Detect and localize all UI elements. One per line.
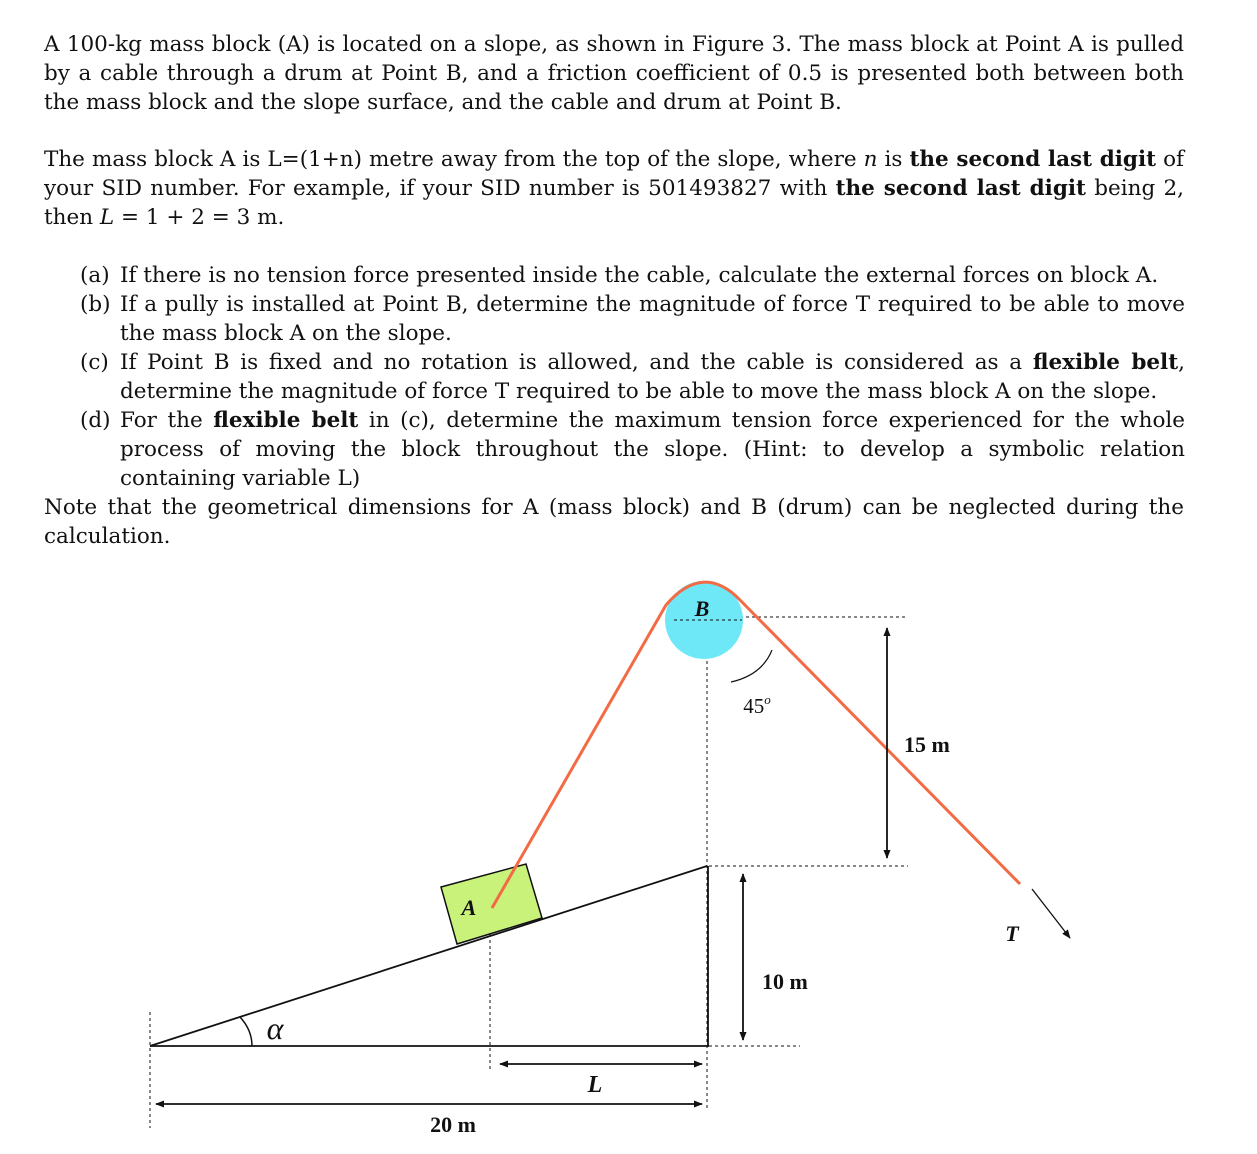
label-15m: 15 m: [904, 732, 950, 757]
question-text-before: If Point B is fixed and no rotation is allowed, and the cable is considered as a: [120, 350, 1033, 375]
label-b: B: [694, 596, 710, 621]
question-b: [80, 290, 1185, 348]
def-text-2: is: [877, 147, 910, 172]
question-text: If a pully is installed at Point B, determine the magnitude of force T required to be able to move the mass block A on the slope.: [120, 292, 1185, 346]
question-bold: flexible belt: [1032, 350, 1179, 375]
angle-45-arc: [731, 650, 772, 682]
label-10m: 10 m: [762, 969, 808, 994]
slope-hypotenuse: [150, 866, 707, 1046]
label-45-value: 45: [743, 694, 765, 718]
label-45-sup: o: [764, 692, 771, 707]
problem-definition: [44, 145, 1184, 232]
def-text-4: being 2, then: [44, 176, 1184, 230]
def-var-n: n: [863, 147, 878, 172]
def-text-3: of your SID number. For example, if your SID number is 501493827 with: [44, 147, 1184, 201]
tension-direction-arrow: [1032, 889, 1070, 938]
label-t: T: [1005, 921, 1019, 946]
problem-note: Note that the geometrical dimensions for A (mass block) and B (drum) can be neglected during the calculation.: [44, 495, 1184, 549]
def-var-L: L: [99, 205, 115, 230]
question-bold: flexible belt: [213, 408, 359, 433]
question-label: (b): [80, 292, 111, 317]
question-text-after: , determine the magnitude of force T required to be able to move the mass block A on the slope.: [120, 350, 1185, 404]
question-list: [80, 261, 1185, 493]
def-bold-1: the second last digit: [909, 147, 1157, 172]
label-alpha: α: [266, 1010, 284, 1046]
question-label: (d): [80, 408, 111, 433]
def-text-1: The mass block A is L=(1+n) metre away from the top of the slope, where: [44, 147, 864, 172]
label-l: L: [587, 1072, 603, 1098]
def-text-5: = 1 + 2 = 3 m.: [114, 205, 285, 230]
question-c: [80, 348, 1185, 406]
alpha-angle-arc: [240, 1017, 252, 1046]
question-text-before: For the: [120, 408, 214, 433]
question-text: If there is no tension force presented inside the cable, calculate the external forces on block A.: [120, 263, 1159, 288]
def-bold-2: the second last digit: [835, 176, 1086, 201]
problem-intro: A 100-kg mass block (A) is located on a slope, as shown in Figure 3. The mass block at Point A is pulled by a cable through a drum at Point B, and a friction coefficient of 0.5 is presented both between both the mass block and the slope surface, and the cable and drum at Point B.: [44, 32, 1184, 115]
label-20m: 20 m: [430, 1112, 476, 1137]
mass-block-a: [441, 864, 542, 944]
question-text-after: in (c), determine the maximum tension force experienced for the whole process of moving the block throughout the slope. (Hint: to develop a symbolic relation containing variable L): [120, 408, 1185, 491]
label-a: A: [461, 895, 477, 920]
question-label: (c): [80, 350, 109, 375]
question-d: [80, 406, 1185, 493]
question-a: [80, 261, 1185, 290]
label-45: [743, 692, 771, 718]
question-label: (a): [80, 263, 110, 288]
figure-3-diagram: [0, 560, 1257, 1154]
